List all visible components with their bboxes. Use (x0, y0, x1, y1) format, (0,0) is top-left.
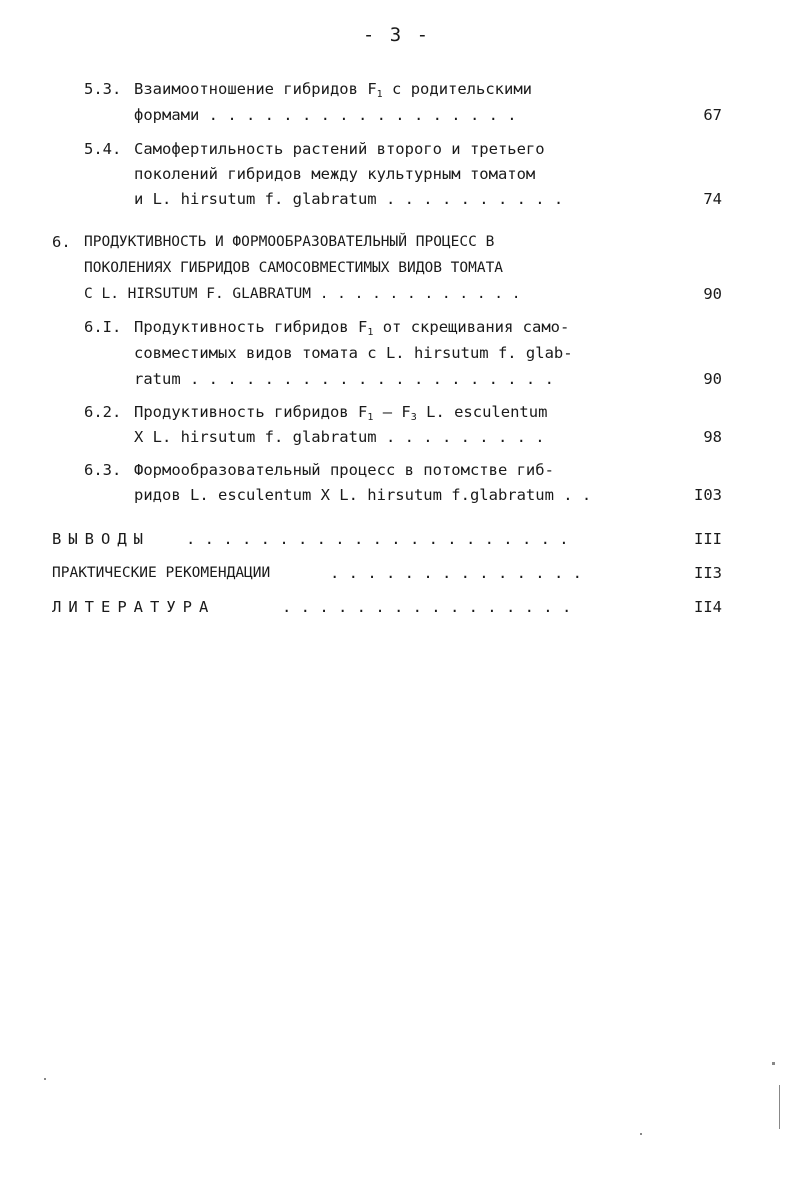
toc-entry-page: 67 (703, 106, 722, 124)
toc-entry-title-line: Формообразовательный процесс в потомстве гиб- (134, 461, 554, 479)
toc-entry-title-line: Самофертильность растений второго и третьего (134, 140, 545, 158)
toc-entry-number: 6.2. (84, 403, 122, 421)
toc-entry-title: ЛИТЕРАТУРА (52, 598, 216, 616)
scan-mark (772, 1062, 775, 1065)
toc-entry-title-line: С L. HIRSUTUM F. GLABRATUM . . . . . . . . . . . . (84, 286, 521, 302)
toc-entry-page: 74 (703, 190, 722, 208)
toc-entry-page: 90 (703, 285, 722, 303)
scan-mark (640, 1133, 642, 1135)
toc-entry-title-line: ПОКОЛЕНИЯХ ГИБРИДОВ САМОСОВМЕСТИМЫХ ВИДОВ ТОМАТА (84, 260, 504, 276)
toc-entry-title-line: поколений гибридов между культурным томатом (134, 165, 536, 183)
toc-entry-title-line: совместимых видов томата с L. hirsutum f. glab- (134, 344, 573, 362)
toc-entry-page: 90 (703, 370, 722, 388)
toc-entry-title: ПРАКТИЧЕСКИЕ РЕКОМЕНДАЦИИ (52, 565, 271, 581)
scan-mark (44, 1078, 46, 1080)
toc-entry-dots: . . . . . . . . . . . . . . . . . . . . . (186, 530, 569, 548)
scan-mark (779, 1085, 780, 1129)
toc-entry-title-line: Взаимоотношение гибридов $F_1$ с родительскими (134, 80, 533, 100)
toc-entry-page: II4 (694, 598, 722, 616)
toc-entry-title: ВЫВОДЫ (52, 530, 150, 548)
toc-entry-page: III (694, 530, 722, 548)
toc-entry-title-line: формами . . . . . . . . . . . . . . . . . (134, 106, 517, 124)
toc-entry-dots: . . . . . . . . . . . . . . . . (282, 598, 572, 616)
toc-entry-title-line: Продуктивность гибридов $F_1 - F_3$ L. esculentum (134, 403, 548, 423)
toc-entry-page: I03 (694, 486, 722, 504)
toc-entry-dots: . . . . . . . . . . . . . . (330, 564, 582, 582)
toc-entry-number: 5.3. (84, 80, 122, 98)
toc-entry-page: 98 (703, 428, 722, 446)
toc-entry-number: 6.I. (84, 318, 122, 336)
toc-entry-page: II3 (694, 564, 722, 582)
toc-entry-title-line: и L. hirsutum f. glabratum . . . . . . . . . . (134, 190, 564, 208)
toc-entry-title-line: ридов L. esculentum X L. hirsutum f.glabratum . . (134, 486, 592, 504)
page-number: - 3 - (362, 24, 431, 46)
toc-entry-title-line: Продуктивность гибридов $F_1$ от скрещивания само- (134, 318, 570, 338)
toc-entry-number: 6. (52, 233, 71, 251)
toc-entry-number: 5.4. (84, 140, 122, 158)
toc-entry-title-line: X L. hirsutum f. glabratum . . . . . . . . . (134, 428, 545, 446)
toc-entry-number: 6.3. (84, 461, 122, 479)
toc-entry-title-line: ratum . . . . . . . . . . . . . . . . . . . . (134, 370, 554, 388)
toc-entry-title-line: ПРОДУКТИВНОСТЬ И ФОРМООБРАЗОВАТЕЛЬНЫЙ ПРОЦЕСС В (84, 234, 495, 250)
